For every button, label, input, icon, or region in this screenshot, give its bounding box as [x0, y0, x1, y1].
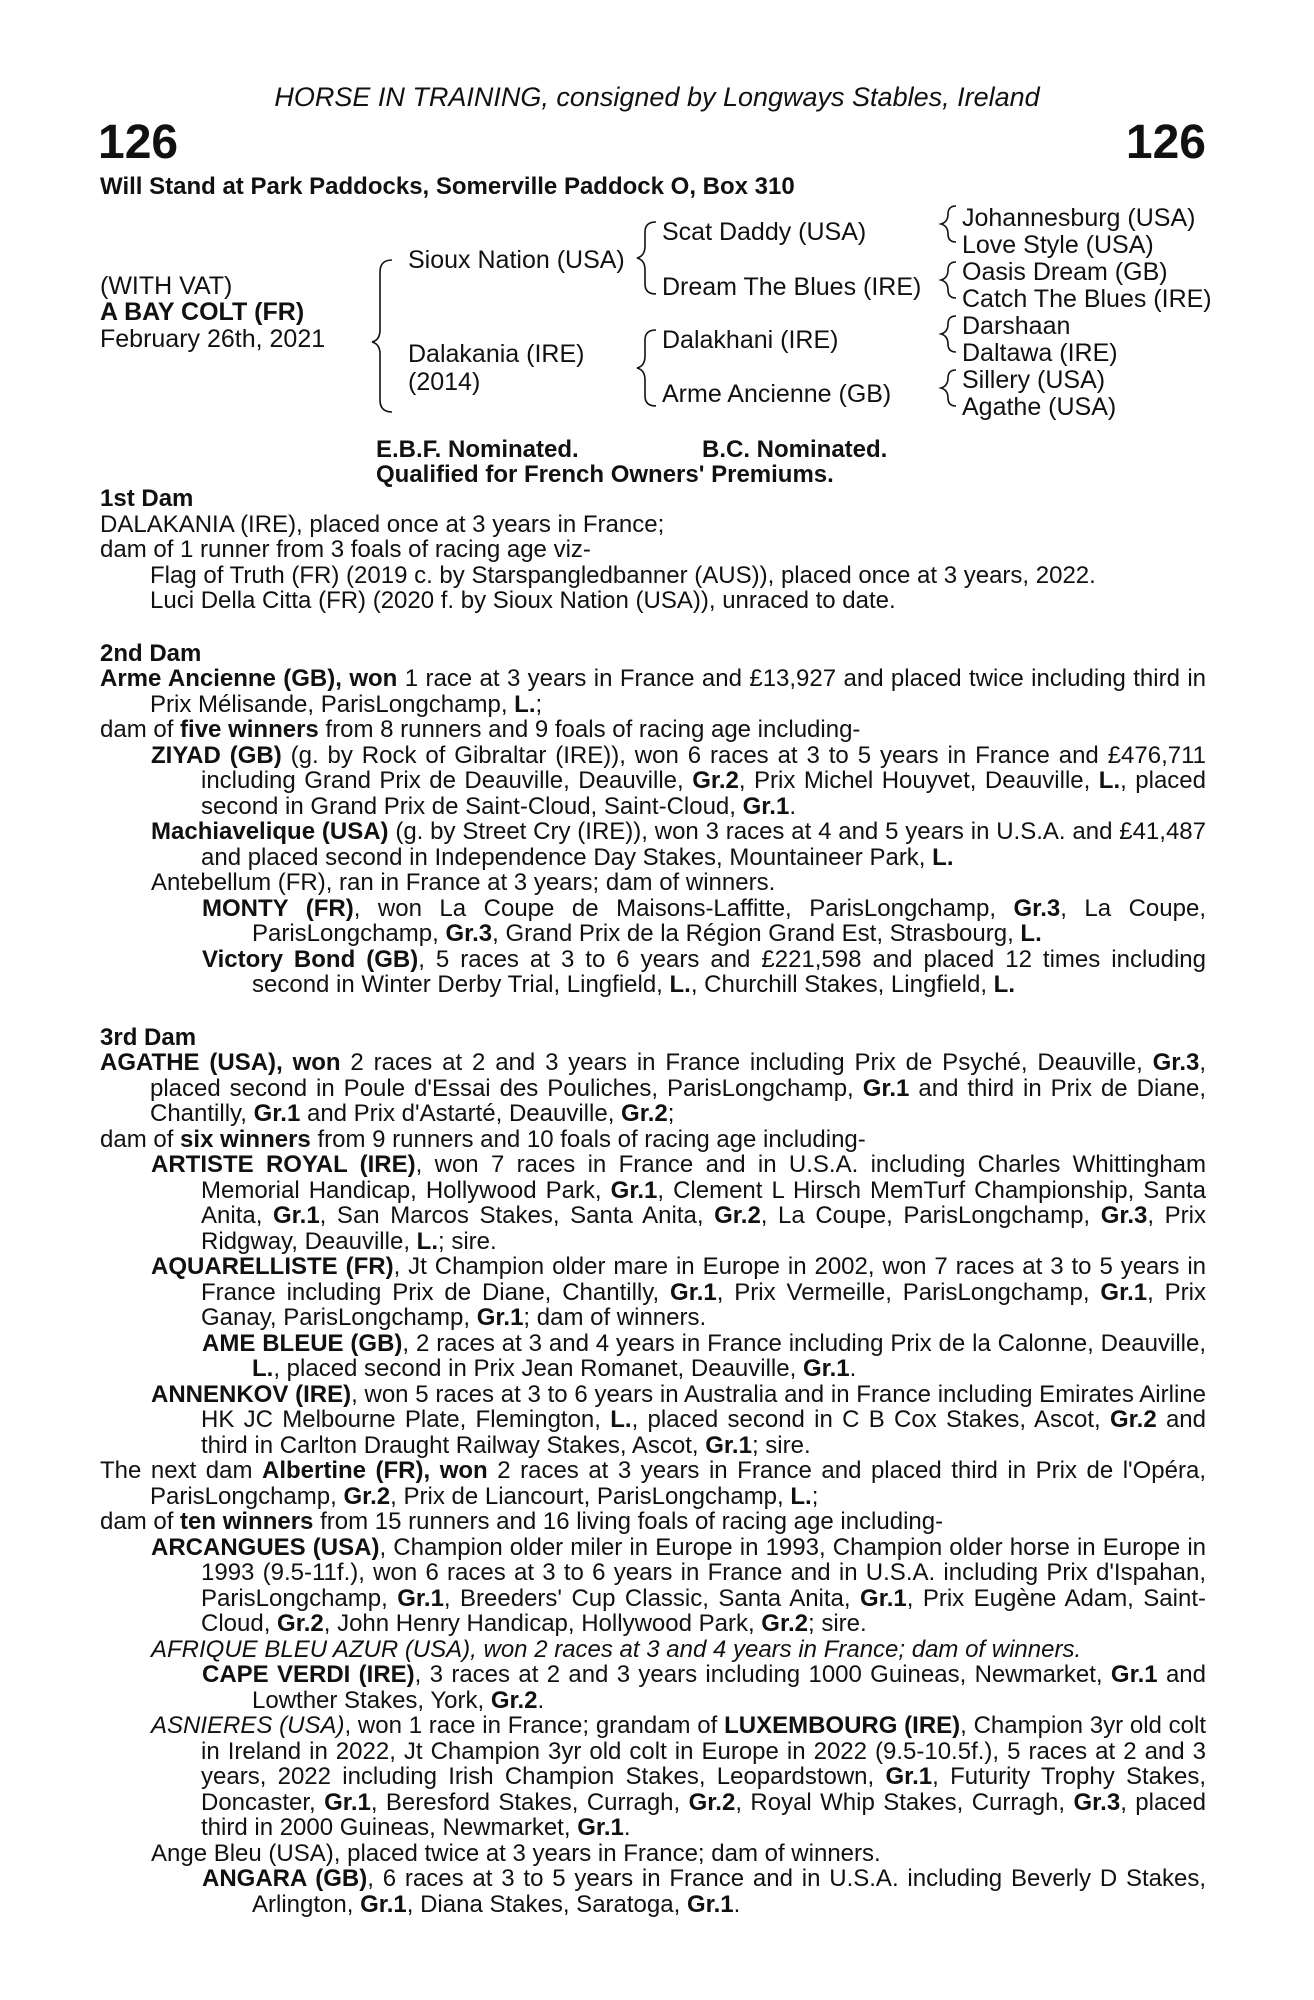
produce-entry: ARTISTE ROYAL (IRE), won 7 races in France and in U.S.A. including Charles Whittingham Memorial Handicap, Hollywood Park, Gr.1, Clement L Hirsch MemTurf Championship, Santa Anita, Gr.1, San Marcos Stakes, Santa Anita, Gr.2, La Coupe, ParisLongchamp, Gr.3, Prix Ridgway, Deauville, L.; sire.	[151, 1151, 1207, 1255]
ebf-nomination: E.B.F. Nominated.	[376, 436, 579, 463]
grandproduce-entry: ANGARA (GB), 6 races at 3 to 5 years in France and in U.S.A. including Beverly D Stakes, Arlington, Gr.1, Diana Stakes, Saratoga, Gr.1.	[202, 1865, 1207, 1918]
grandproduce-entry: Victory Bond (GB), 5 races at 3 to 6 years and £221,598 and placed 12 times including second in Winter Derby Trial, Lingfield, L., Churchill Stakes, Lingfield, L.	[202, 945, 1207, 998]
lot-number-right: 126	[1125, 116, 1206, 169]
produce-entry: Machiavelique (USA) (g. by Street Cry (IRE)), won 3 races at 4 and 5 years in U.S.A. and £41,487 and placed second in Independence Day Stakes, Mountaineer Park, L.	[151, 818, 1206, 871]
first-dam-line: DALAKANIA (IRE), placed once at 3 years in France;	[100, 510, 665, 538]
produce-entry: AQUARELLISTE (FR), Jt Champion older mare in Europe in 2002, won 7 races at 3 to 5 years in France including Prix de Diane, Chantilly, Gr.1, Prix Vermeille, ParisLongchamp, Gr.1, Prix Ganay, ParisLongchamp, Gr.1; dam of winners.	[151, 1253, 1207, 1331]
foaling-date: February 26th, 2021	[100, 325, 326, 353]
stand-location: Will Stand at Park Paddocks, Somerville Paddock O, Box 310	[100, 173, 795, 200]
pedigree-gg3: Oasis Dream (GB)	[962, 258, 1168, 286]
pedigree-sire: Sioux Nation (USA)	[408, 246, 625, 274]
produce-entry: Flag of Truth (FR) (2019 c. by Starspangledbanner (AUS)), placed once at 3 years, 2022.	[150, 561, 1096, 589]
produce-entry: Antebellum (FR), ran in France at 3 years; dam of winners.	[151, 869, 776, 896]
pedigree-sire-dam: Dream The Blues (IRE)	[662, 273, 922, 301]
pedigree-gg6: Daltawa (IRE)	[962, 339, 1118, 367]
produce-entry: Ange Bleu (USA), placed twice at 3 years in France; dam of winners.	[151, 1839, 881, 1867]
pedigree-dam-sire: Dalakhani (IRE)	[662, 326, 839, 354]
pedigree-dam: Dalakania (IRE)	[408, 340, 585, 368]
second-dam-produce-line: dam of five winners from 8 runners and 9 foals of racing age including-	[100, 716, 861, 743]
produce-entry: ASNIERES (USA), won 1 race in France; grandam of LUXEMBOURG (IRE), Champion 3yr old colt in Ireland in 2022, Jt Champion 3yr old colt in Europe in 2022 (9.5-10.5f.), 5 races at 2 and 3 years, 2022 including Irish Champion Stakes, Leopardstown, Gr.1, Futurity Trophy Stakes, Doncaster, Gr.1, Beresford Stakes, Curragh, Gr.2, Royal Whip Stakes, Curragh, Gr.3, placed third in 2000 Guineas, Newmarket, Gr.1.	[151, 1712, 1206, 1841]
consignment-line: HORSE IN TRAINING, consigned by Longways Stables, Ireland	[274, 82, 1040, 112]
pedigree-gg2: Love Style (USA)	[962, 231, 1154, 259]
pedigree-gg5: Darshaan	[962, 312, 1071, 340]
lot-number-left: 126	[98, 116, 179, 169]
pedigree-sire-sire: Scat Daddy (USA)	[662, 218, 867, 246]
first-dam-heading: 1st Dam	[100, 485, 194, 512]
produce-entry: ZIYAD (GB) (g. by Rock of Gibraltar (IRE)), won 6 races at 3 to 5 years in France and £476,711 including Grand Prix de Deauville, Deauville, Gr.2, Prix Michel Houyvet, Deauville, L., placed second in Grand Prix de Saint-Cloud, Saint-Cloud, Gr.1.	[151, 741, 1207, 820]
pedigree-dam-dam: Arme Ancienne (GB)	[662, 380, 892, 408]
pedigree-dam-year: (2014)	[408, 368, 481, 396]
pedigree-gg1: Johannesburg (USA)	[962, 204, 1196, 232]
grandproduce-entry: MONTY (FR), won La Coupe de Maisons-Laffitte, ParisLongchamp, Gr.3, La Coupe, ParisLongchamp, Gr.3, Grand Prix de la Région Grand Est, Strasbourg, L.	[202, 894, 1206, 947]
catalogue-body	[100, 484, 1206, 1917]
third-dam-produce-line: dam of six winners from 9 runners and 10 foals of racing age including-	[100, 1125, 866, 1153]
next-dam-entry: The next dam Albertine (FR), won 2 races at 3 years in France and placed third in Prix de l'Opéra, ParisLongchamp, Gr.2, Prix de Liancourt, ParisLongchamp, L.;	[100, 1457, 1206, 1510]
produce-entry: ARCANGUES (USA), Champion older miler in Europe in 1993, Champion older horse in Europe in 1993 (9.5-11f.), won 6 races at 3 to 6 years in France and in U.S.A. including Prix d'Ispahan, ParisLongchamp, Gr.1, Breeders' Cup Classic, Santa Anita, Gr.1, Prix Eugène Adam, Saint-Cloud, Gr.2, John Henry Handicap, Hollywood Park, Gr.2; sire.	[151, 1533, 1206, 1637]
pedigree-gg8: Agathe (USA)	[962, 393, 1117, 421]
lot-name: A BAY COLT (FR)	[100, 298, 305, 326]
third-dam-heading: 3rd Dam	[100, 1023, 197, 1051]
first-dam-produce-line: dam of 1 runner from 3 foals of racing age viz-	[100, 536, 591, 563]
third-dam-entry: AGATHE (USA), won 2 races at 2 and 3 years in France including Prix de Psyché, Deauville, Gr.3, placed second in Poule d'Essai des Pouliches, ParisLongchamp, Gr.1 and third in Prix de Diane, Chantilly, Gr.1 and Prix d'Astarté, Deauville, Gr.2;	[100, 1049, 1207, 1127]
second-dam-heading: 2nd Dam	[100, 639, 202, 667]
pedigree-gg4: Catch The Blues (IRE)	[962, 285, 1212, 313]
produce-entry: AFRIQUE BLEU AZUR (USA), won 2 races at 3 and 4 years in France; dam of winners.	[151, 1635, 1082, 1663]
grandproduce-entry: AME BLEUE (GB), 2 races at 3 and 4 years in France including Prix de la Calonne, Deauville, L., placed second in Prix Jean Romanet, Deauville, Gr.1.	[202, 1329, 1207, 1382]
bc-nomination: B.C. Nominated.	[702, 436, 888, 463]
next-dam-produce-line: dam of ten winners from 15 runners and 16 living foals of racing age including-	[100, 1508, 944, 1535]
produce-entry: Luci Della Citta (FR) (2020 f. by Sioux Nation (USA)), unraced to date.	[150, 587, 896, 614]
french-premiums: Qualified for French Owners' Premiums.	[376, 461, 834, 488]
pedigree-gg7: Sillery (USA)	[962, 366, 1106, 394]
second-dam-entry: Arme Ancienne (GB), won 1 race at 3 years in France and £13,927 and placed twice including third in Prix Mélisande, ParisLongchamp, L.;	[100, 665, 1206, 718]
produce-entry: ANNENKOV (IRE), won 5 races at 3 to 6 years in Australia and in France including Emirates Airline HK JC Melbourne Plate, Flemington, L., placed second in C B Cox Stakes, Ascot, Gr.2 and third in Carlton Draught Railway Stakes, Ascot, Gr.1; sire.	[151, 1380, 1206, 1459]
vat-note: (WITH VAT)	[100, 272, 233, 300]
grandproduce-entry: CAPE VERDI (IRE), 3 races at 2 and 3 years including 1000 Guineas, Newmarket, Gr.1 and Lowther Stakes, York, Gr.2.	[202, 1661, 1206, 1714]
